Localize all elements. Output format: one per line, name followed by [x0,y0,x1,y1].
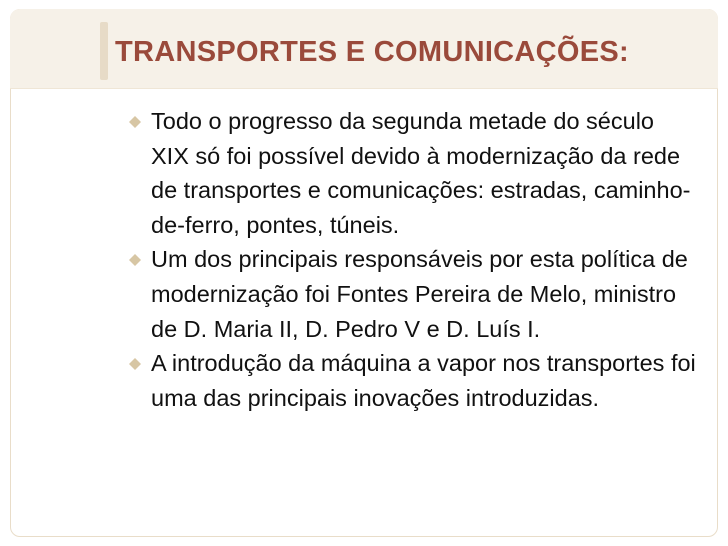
slide-title: TRANSPORTES E COMUNICAÇÕES: [115,36,630,68]
bullet-text: Um dos principais responsáveis por esta política de modernização foi Fontes Pereira de Melo, ministro de D. Maria II, D. Pedro V e D. Luís I. [151,246,688,342]
bullet-item [123,346,698,415]
title-accent-strip [100,22,108,80]
bullet-item [123,242,698,346]
bullet-item [123,104,698,242]
diamond-bullet-icon [129,254,141,266]
diamond-bullet-icon [129,116,141,128]
diamond-bullet-icon [129,358,141,370]
bullet-text: Todo o progresso da segunda metade do século XIX só foi possível devido à modernização da rede de transportes e comunicações: estradas, caminho-de-ferro, pontes, túneis. [151,108,691,238]
bullet-list [123,104,698,415]
bullet-text: A introdução da máquina a vapor nos transportes foi uma das principais inovações introduzidas. [151,350,696,411]
